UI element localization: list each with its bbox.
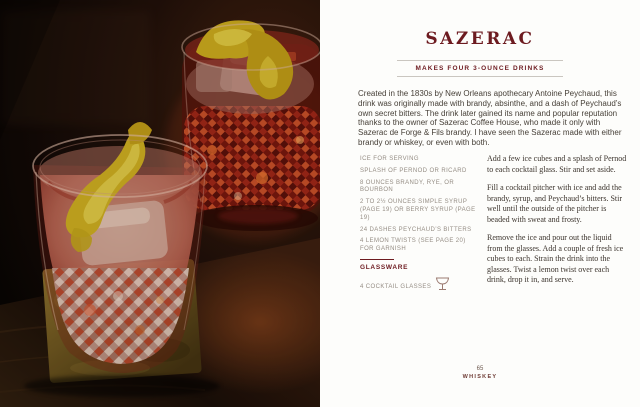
ingredient-item: 2 TO 2½ OUNCES SIMPLE SYRUP (PAGE 19) OR BERRY SYRUP (PAGE 19): [360, 199, 476, 221]
ingredient-item: 4 LEMON TWISTS (SEE PAGE 20) FOR GARNISH: [360, 238, 466, 253]
chapter-name: WHISKEY: [462, 374, 498, 380]
glassware-section: [360, 259, 478, 292]
recipe-right-page: [320, 0, 640, 407]
ingredient-item: 8 OUNCES BRANDY, RYE, OR BOURBON: [360, 179, 455, 194]
recipe-yield: MAKES FOUR 3-OUNCE DRINKS: [415, 65, 545, 72]
recipe-title: SAZERAC: [425, 29, 535, 49]
yield-rule-block: [397, 60, 563, 77]
ingredient-item: ICE FOR SERVING: [360, 156, 419, 162]
instruction-step: Remove the ice and pour out the liquid from the glasses. Add a couple of fresh ice cubes to each. Strain the drink into the glasses. Twist a lemon twist over each drink, drop it in, and serve.: [487, 233, 624, 284]
ingredient-item: 24 DASHES PEYCHAUD’S BITTERS: [360, 226, 472, 233]
instruction-steps: [487, 154, 628, 294]
coupe-glass-icon: [434, 275, 451, 292]
glassware-heading: GLASSWARE: [360, 263, 409, 271]
page-number: 65: [476, 366, 484, 372]
glassware-item: 4 COCKTAIL GLASSES: [360, 283, 432, 290]
recipe-intro: Created in the 1830s by New Orleans apothecary Antoine Peychaud, this drink was originally made with brandy, absinthe, and a dash of Peychaud’s own secret bitters. The drink later gained its name and popular reputation thanks to the owner of Sazerac Coffee House, who made it only with Sazerac de Forge & Fils brandy. I have seen the Sazerac made with either brandy or whiskey, or even with both.: [358, 89, 622, 147]
page-footer: [320, 366, 640, 380]
instruction-step: Fill a cocktail pitcher with ice and add the brandy, syrup, and Peychaud’s bitters. Stir well until the outside of the pitcher is beaded with sweat and frosty.: [487, 183, 623, 224]
glassware-divider: [360, 259, 394, 260]
ingredient-list: [360, 156, 478, 292]
instruction-step: Add a few ice cubes and a splash of Pernod to each cocktail glass. Stir and set aside.: [487, 154, 627, 174]
ingredient-item: SPLASH OF PERNOD OR RICARD: [360, 167, 467, 174]
